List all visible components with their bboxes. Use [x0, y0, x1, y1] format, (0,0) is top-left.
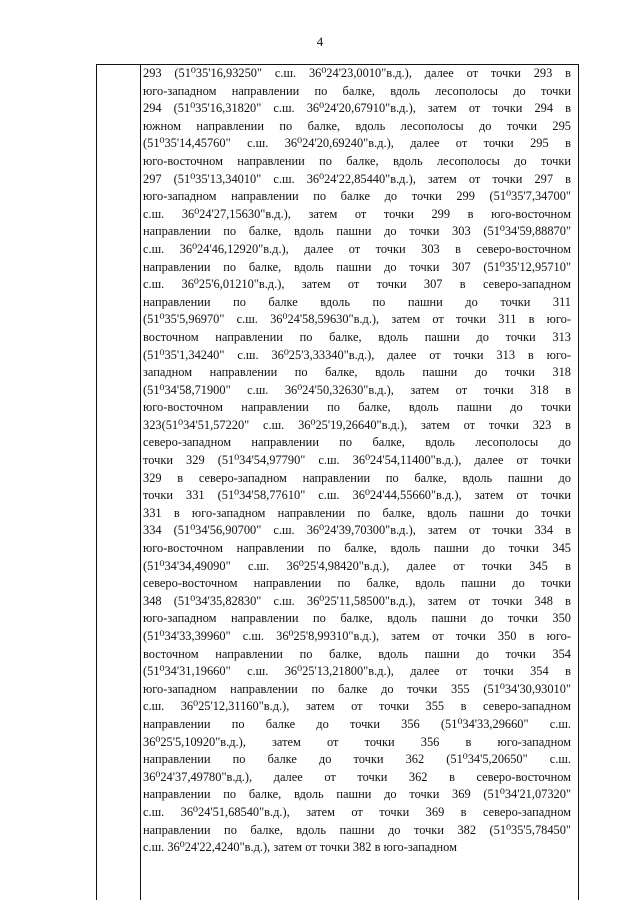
text-line: юго-западном направлении по балке до точки 355 (51⁰34'30,93010"	[143, 681, 571, 696]
text-line: с.ш. 36⁰25'6,01210"в.д.), затем от точки 307 в северо-западном	[143, 277, 571, 292]
text-line: с.ш. 36⁰24'27,15630"в.д.), затем от точки 299 в юго-восточном	[143, 206, 571, 221]
boundary-description-text	[143, 65, 571, 900]
text-line: северо-восточном направлении по балке, вдоль пашни до точки	[143, 576, 571, 591]
text-line: южном направлении по балке, вдоль лесополосы до точки 295	[143, 118, 571, 133]
text-line: с.ш. 36⁰24'46,12920"в.д.), далее от точки 303 в северо-восточном	[143, 241, 571, 256]
text-line: направлении по балке до точки 362 (51⁰34'5,20650" с.ш.	[143, 752, 571, 767]
text-line: с.ш. 36⁰24'51,68540"в.д.), затем от точки 369 в северо-западном	[143, 804, 571, 819]
text-line: 293 (51⁰35'16,93250" с.ш. 36⁰24'23,0010"в.д.), далее от точки 293 в	[143, 66, 571, 80]
text-line: 329 в северо-западном направлении по балке, вдоль пашни до	[143, 470, 571, 485]
text-line: (51⁰34'33,39960" с.ш. 36⁰25'8,99310"в.д.), затем от точки 350 в юго-	[143, 629, 571, 643]
text-line: (51⁰34'31,19660" с.ш. 36⁰25'13,21800"в.д.), далее от точки 354 в	[143, 664, 571, 679]
text-line: юго-западном направлении по балке до точки 299 (51⁰35'7,34700"	[143, 189, 571, 204]
text-line: восточном направлении по балке, вдоль пашни до точки 354	[143, 646, 571, 661]
text-line: 334 (51⁰34'56,90700" с.ш. 36⁰24'39,70300"в.д.), затем от точки 334 в	[143, 523, 571, 538]
text-line: юго-восточном направлении по балке, вдоль пашни до точки 345	[143, 541, 571, 556]
text-line: 331 в юго-западном направлении по балке, вдоль пашни до точки	[143, 505, 571, 520]
left-empty-cell	[97, 65, 141, 900]
text-line: 36⁰24'37,49780"в.д.), далее от точки 362 в северо-восточном	[143, 769, 571, 784]
text-line: (51⁰35'1,34240" с.ш. 36⁰25'3,33340"в.д.), далее от точки 313 в юго-	[143, 347, 571, 362]
text-line: западном направлении по балке, вдоль пашни до точки 318	[143, 365, 571, 380]
boundary-description-table	[96, 64, 579, 900]
text-line: направлении по балке, вдоль пашни до точки 369 (51⁰34'21,07320"	[143, 787, 571, 802]
text-line: 36⁰25'5,10920"в.д.), затем от точки 356 в юго-западном	[143, 734, 571, 749]
text-line: 297 (51⁰35'13,34010" с.ш. 36⁰24'22,85440"в.д.), затем от точки 297 в	[143, 171, 571, 186]
text-line: (51⁰34'58,71900" с.ш. 36⁰24'50,32630"в.д.), затем от точки 318 в	[143, 382, 571, 397]
text-line: направлении по балке вдоль по пашни до точки 311	[143, 294, 571, 309]
page-number: 4	[316, 34, 324, 49]
text-line: северо-западном направлении по балке, вдоль лесополосы до	[143, 435, 571, 450]
text-line: с.ш. 36⁰24'22,4240"в.д.), затем от точки 382 в юго-западном	[143, 840, 457, 855]
text-line: 294 (51⁰35'16,31820" с.ш. 36⁰24'20,67910"в.д.), затем от точки 294 в	[143, 101, 571, 116]
text-line: юго-западном направлении по балке, вдоль лесополосы до точки	[143, 83, 571, 98]
text-line: 348 (51⁰34'35,82830" с.ш. 36⁰25'11,58500"в.д.), затем от точки 348 в	[143, 593, 571, 608]
text-line: точки 329 (51⁰34'54,97790" с.ш. 36⁰24'54,11400"в.д.), далее от точки	[143, 453, 571, 468]
text-line: 323(51⁰34'51,57220" с.ш. 36⁰25'19,26640"в.д.), затем от точки 323 в	[143, 417, 571, 432]
text-line: юго-западном направлении по балке, вдоль пашни до точки 350	[143, 611, 571, 626]
text-line: (51⁰35'14,45760" с.ш. 36⁰24'20,69240"в.д.), далее от точки 295 в	[143, 136, 571, 151]
text-line: направлении по балке, вдоль пашни до точки 303 (51⁰34'59,88870"	[143, 224, 571, 239]
text-line: юго-восточном направлении по балке, вдоль пашни до точки	[143, 400, 571, 415]
text-line: направлении по балке, вдоль пашни до точки 382 (51⁰35'5,78450"	[143, 822, 571, 837]
text-line: с.ш. 36⁰25'12,31160"в.д.), затем от точки 355 в северо-западном	[143, 699, 571, 714]
text-line: восточном направлении по балке, вдоль пашни до точки 313	[143, 329, 571, 344]
text-line: точки 331 (51⁰34'58,77610" с.ш. 36⁰24'44,55660"в.д.), затем от точки	[143, 488, 571, 503]
text-line: (51⁰35'5,96970" с.ш. 36⁰24'58,59630"в.д.), затем от точки 311 в юго-	[143, 312, 571, 327]
text-line: (51⁰34'34,49090" с.ш. 36⁰25'4,98420"в.д.), далее от точки 345 в	[143, 558, 571, 573]
text-line: направлении по балке до точки 356 (51⁰34'33,29660" с.ш.	[143, 716, 571, 731]
text-line: направлении по балке, вдоль пашни до точки 307 (51⁰35'12,95710"	[143, 259, 571, 274]
text-line: юго-восточном направлении по балке, вдоль лесополосы до точки	[143, 153, 571, 168]
